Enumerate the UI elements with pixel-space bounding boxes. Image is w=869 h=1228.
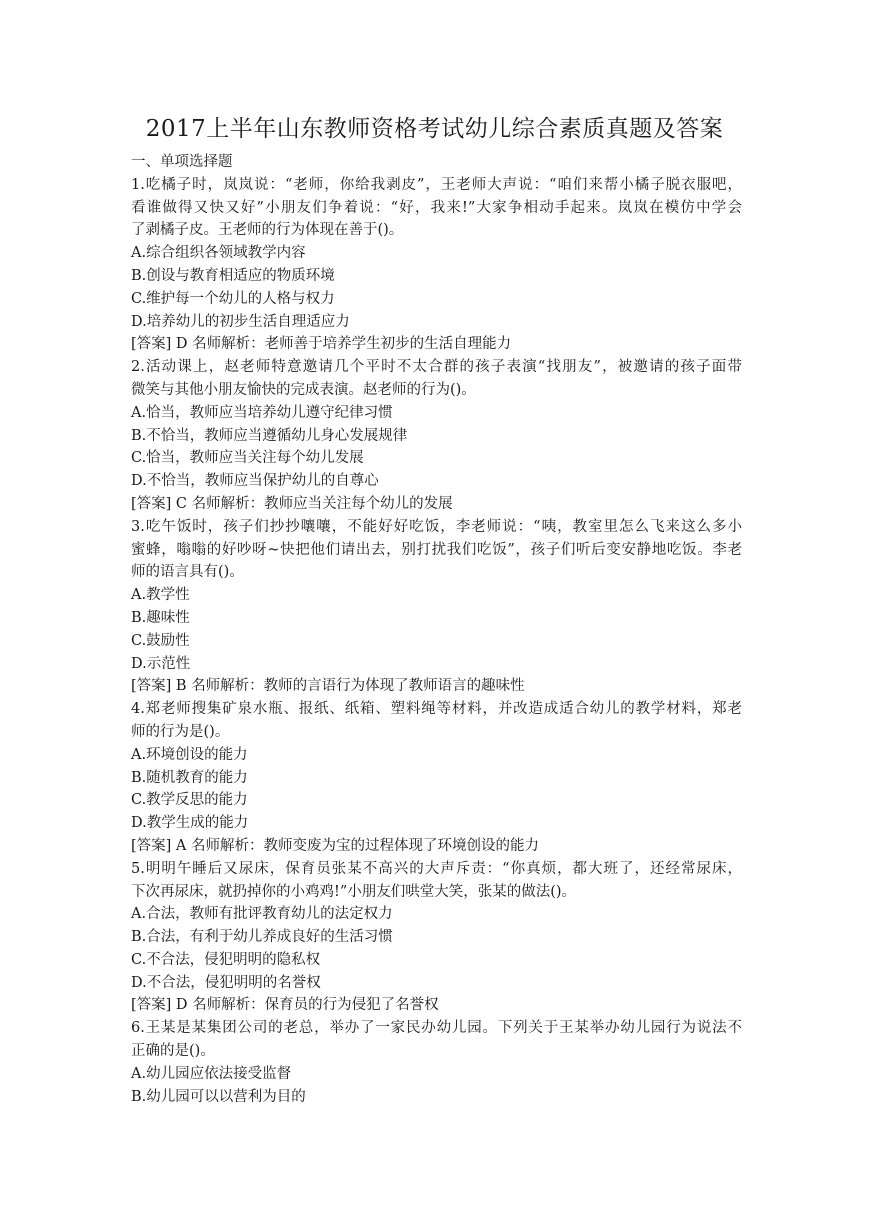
option-line: D.不合法，侵犯明明的名誉权 (131, 974, 321, 991)
option-line: B.幼儿园可以以营利为目的 (131, 1088, 306, 1105)
question-line: 4.郑老师搜集矿泉水瓶、报纸、纸箱、塑料绳等材料，并改造成适合幼儿的教学材料，郑老 (131, 701, 742, 718)
question-line: 6.王某是某集团公司的老总，举办了一家民办幼儿园。下列关于王某举办幼儿园行为说法不 (131, 1020, 742, 1037)
text-line: 下次再尿床，就扔掉你的小鸡鸡!”小朋友们哄堂大笑，张某的做法()。 (131, 883, 577, 900)
text-line: 了剥橘子皮。王老师的行为体现在善于()。 (131, 222, 404, 239)
option-line: C.鼓励性 (131, 632, 190, 649)
answer-line: [答案] C 名师解析：教师应当关注每个幼儿的发展 (131, 495, 453, 512)
text-line: 正确的是()。 (131, 1043, 215, 1060)
option-line: D.不恰当，教师应当保护幼儿的自尊心 (131, 473, 379, 490)
question-line: 2.活动课上，赵老师特意邀请几个平时不太合群的孩子表演“找朋友”，被邀请的孩子面带 (131, 359, 742, 376)
option-line: A.幼儿园应依法接受监督 (131, 1065, 292, 1082)
option-line: A.恰当，教师应当培养幼儿遵守纪律习惯 (131, 404, 393, 421)
option-line: B.随机教育的能力 (131, 769, 248, 786)
option-line: D.培养幼儿的初步生活自理适应力 (131, 313, 350, 330)
question-line: 1.吃橘子时，岚岚说：“老师，你给我剥皮”，王老师大声说：“咱们来帮小橘子脱衣服吧， (131, 176, 742, 193)
option-line: D.教学生成的能力 (131, 815, 249, 832)
option-line: A.环境创设的能力 (131, 746, 248, 763)
option-line: D.示范性 (131, 655, 191, 672)
option-line: B.不恰当，教师应当遵循幼儿身心发展规律 (131, 427, 408, 444)
option-line: B.趣味性 (131, 609, 190, 626)
text-line: 师的语言具有()。 (131, 564, 244, 581)
answer-line: [答案] A 名师解析：教师变废为宝的过程体现了环境创设的能力 (131, 837, 540, 854)
question-line: 3.吃午饭时，孩子们抄抄嚷嚷，不能好好吃饭，李老师说：“咦，教室里怎么飞来这么多小 (131, 518, 742, 535)
page-title: 2017上半年山东教师资格考试幼儿综合素质真题及答案 (145, 116, 724, 142)
document-body (131, 151, 742, 1108)
option-line: B.创设与教育相适应的物质环境 (131, 267, 335, 284)
text-line: 师的行为是()。 (131, 723, 230, 740)
option-line: C.不合法，侵犯明明的隐私权 (131, 951, 321, 968)
answer-line: [答案] D 名师解析：保育员的行为侵犯了名誉权 (131, 997, 439, 1014)
answer-line: [答案] B 名师解析：教师的言语行为体现了教师语言的趣味性 (131, 678, 525, 695)
option-line: A.教学性 (131, 587, 190, 604)
question-line: 5.明明午睡后又尿床，保育员张某不高兴的大声斥责：“你真烦，都大班了，还经常尿床， (131, 860, 742, 877)
option-line: A.合法，教师有批评教育幼儿的法定权力 (131, 906, 393, 923)
text-line: 看谁做得又快又好”小朋友们争着说：“好，我来!”大家争相动手起来。岚岚在模仿中学会 (131, 199, 742, 216)
answer-line: [答案] D 名师解析：老师善于培养学生初步的生活自理能力 (131, 336, 512, 353)
option-line: B.合法，有利于幼儿养成良好的生活习惯 (131, 929, 393, 946)
option-line: A.综合组织各领域教学内容 (131, 245, 306, 262)
section-heading: 一、单项选择题 (131, 154, 233, 170)
text-line: 蜜蜂，嗡嗡的好吵呀~快把他们请出去，别打扰我们吃饭”，孩子们听后变安静地吃饭。李老 (131, 541, 742, 558)
text-line: 微笑与其他小朋友愉快的完成表演。赵老师的行为()。 (131, 381, 476, 398)
option-line: C.恰当，教师应当关注每个幼儿发展 (131, 450, 364, 467)
option-line: C.教学反思的能力 (131, 792, 248, 809)
option-line: C.维护每一个幼儿的人格与权力 (131, 290, 335, 307)
